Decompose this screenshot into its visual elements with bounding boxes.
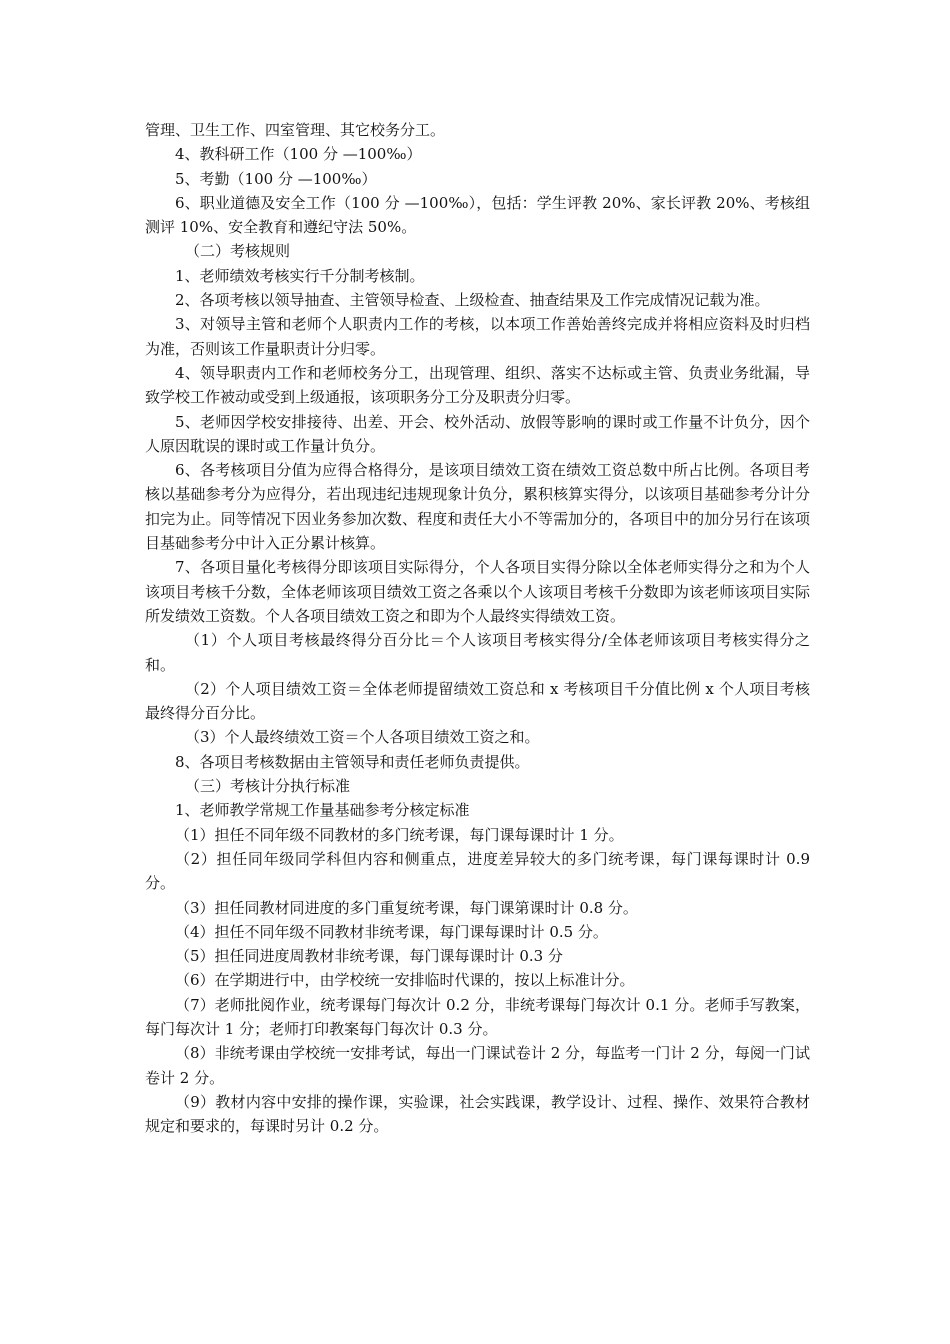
paragraph-formula-2: （2）个人项目绩效工资＝全体老师提留绩效工资总和 x 考核项目千分值比例 x 个人项目考核最终得分百分比。 [145, 679, 810, 723]
paragraph-standard-item-7: （7）老师批阅作业，统考课每门每次计 0.2 分，非统考课每门每次计 0.1 分。老师手写教案，每门每次计 1 分；老师打印教案每门每次计 0.3 分。 [145, 995, 810, 1038]
paragraph-standard-item-1: （1）担任不同年级不同教材的多门统考课，每门课每课时计 1 分。 [175, 825, 624, 844]
paragraph-rule-4: 4、领导职责内工作和老师校务分工，出现管理、组织、落实不达标或主管、负责业务纰漏，导致学校工作被动或受到上级通报，该项职务分工分及职责分归零。 [145, 363, 810, 407]
paragraph-standard-item-5: （5）担任同进度周教材非统考课，每门课每课时计 0.3 分 [175, 947, 563, 966]
document-body [145, 118, 810, 1138]
section-heading-rules: （二）考核规则 [185, 242, 291, 261]
paragraph-standard-1: 1、老师教学常规工作量基础参考分核定标准 [175, 801, 470, 820]
paragraph-rule-2: 2、各项考核以领导抽查、主管领导检查、上级检查、抽查结果及工作完成情况记载为准。 [175, 291, 770, 310]
paragraph-rule-6: 6、各考核项目分值为应得合格得分，是该项目绩效工资在绩效工资总数中所占比例。各项目考核以基础参考分为应得分，若出现违纪违规现象计负分，累积核算实得分，以该项目基础参考分计分扣完为止。同等情况下因业务参加次数、程度和责任大小不等需加分的，各项目中的加分另行在该项目基础参考分中计入正分累计核算。 [145, 461, 810, 553]
paragraph-standard-item-8: （8）非统考课由学校统一安排考试，每出一门课试卷计 2 分，每监考一门计 2 分，每阅一门试卷计 2 分。 [145, 1044, 810, 1087]
paragraph-rule-1: 1、老师绩效考核实行千分制考核制。 [175, 266, 425, 285]
paragraph-standard-item-4: （4）担任不同年级不同教材非统考课，每门课每课时计 0.5 分。 [175, 922, 608, 941]
section-heading-standards: （三）考核计分执行标准 [185, 777, 351, 796]
paragraph-formula-1: （1）个人项目考核最终得分百分比＝个人该项目考核实得分/全体老师该项目考核实得分之和。 [145, 631, 810, 674]
paragraph-item-5-attendance: 5、考勤（100 分 —100‰） [175, 169, 377, 188]
paragraph-rule-8: 8、各项目考核数据由主管领导和责任老师负责提供。 [175, 752, 530, 771]
paragraph-standard-item-3: （3）担任同教材同进度的多门重复统考课，每门课第课时计 0.8 分。 [175, 898, 638, 917]
paragraph-rule-5: 5、老师因学校安排接待、出差、开会、校外活动、放假等影响的课时或工作量不计负分，因个人原因耽误的课时或工作量计负分。 [145, 412, 810, 455]
paragraph-item-6-ethics-safety: 6、职业道德及安全工作（100 分 —100‰），包括：学生评教 20%、家长评教 20%、考核组测评 10%、安全教育和遵纪守法 50%。 [145, 193, 810, 237]
paragraph-standard-item-2: （2）担任同年级同学科但内容和侧重点，进度差异较大的多门统考课，每门课每课时计 0.9 分。 [145, 849, 810, 893]
paragraph-item-4-research: 4、教科研工作（100 分 —100‰） [175, 145, 422, 164]
paragraph-continuation: 管理、卫生工作、四室管理、其它校务分工。 [145, 121, 446, 139]
paragraph-standard-item-6: （6）在学期进行中，由学校统一安排临时代课的，按以上标准计分。 [175, 971, 635, 990]
paragraph-standard-item-9: （9）教材内容中安排的操作课，实验课，社会实践课，教学设计、过程、操作、效果符合教材规定和要求的，每课时另计 0.2 分。 [145, 1092, 810, 1136]
paragraph-rule-3: 3、对领导主管和老师个人职责内工作的考核，以本项工作善始善终完成并将相应资料及时归档为准，否则该工作量职责计分归零。 [145, 315, 810, 358]
paragraph-rule-7: 7、各项目量化考核得分即该项目实际得分，个人各项目实得分除以全体老师实得分之和为个人该项目考核千分数，全体老师该项目绩效工资之各乘以个人该项目考核千分数即为该老师该项目实际所发绩效工资数。个人各项目绩效工资之和即为个人最终实得绩效工资。 [145, 558, 810, 625]
paragraph-formula-3: （3）个人最终绩效工资＝个人各项目绩效工资之和。 [185, 728, 540, 747]
